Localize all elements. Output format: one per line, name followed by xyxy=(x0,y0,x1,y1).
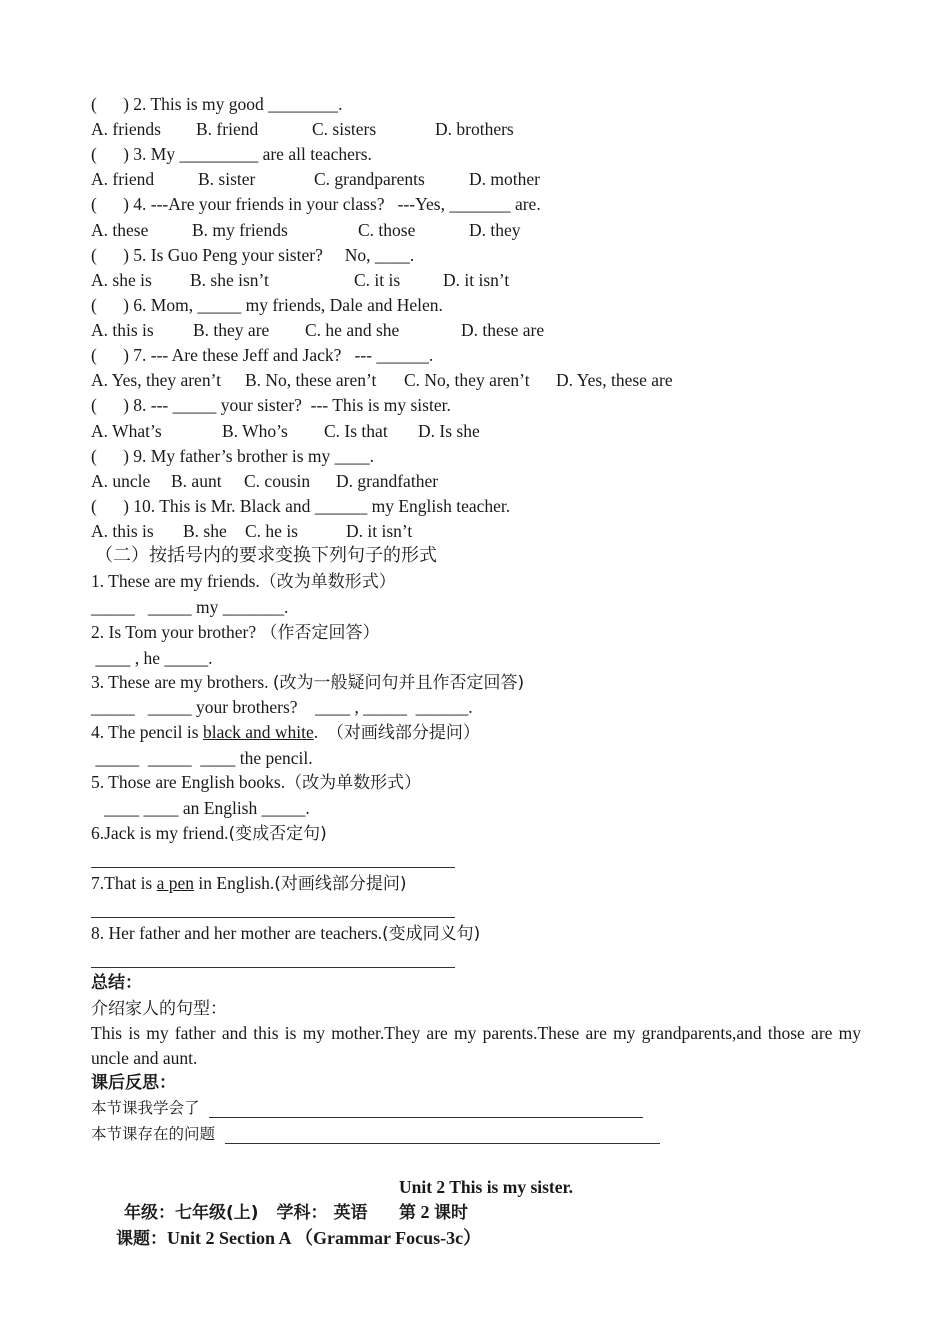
answer-line xyxy=(91,917,455,918)
option-a: A. these xyxy=(91,220,149,240)
reflection-problems-label: 本节课存在的问题 xyxy=(91,1125,216,1143)
subject-label: 学科： 英语 xyxy=(276,1203,368,1223)
answer-blank: _____ _____ ____ the pencil. xyxy=(91,748,313,768)
option-c: C. grandparents xyxy=(314,169,425,189)
question-6: ( ) 6. Mom, _____ my friends, Dale and Helen. xyxy=(91,295,443,315)
underlined-phrase: black and white xyxy=(202,722,314,742)
transform-item-5: 5. Those are English books.（改为单数形式） xyxy=(91,772,422,793)
question-8: ( ) 8. --- _____ your sister? --- This is my sister. xyxy=(91,395,451,415)
option-b: B. she isn’t xyxy=(190,270,269,290)
answer-blank: _____ _____ my _______. xyxy=(91,597,289,617)
option-d: D. grandfather xyxy=(336,471,439,491)
option-c: C. he and she xyxy=(305,320,400,340)
unit-title: Unit 2 This is my sister. xyxy=(399,1177,574,1197)
option-b: B. my friends xyxy=(192,220,288,240)
option-b: B. Who’s xyxy=(222,421,288,441)
option-c: C. he is xyxy=(245,521,298,541)
option-d: D. they xyxy=(469,220,521,240)
summary-text: This is my father and this is my mother.They are my parents.These are my grandparents,and those are my uncle and aunt. xyxy=(91,1023,861,1068)
option-a: A. this is xyxy=(91,320,154,340)
transform-item-3: 3. These are my brothers. (改为一般疑问句并且作否定回答) xyxy=(91,672,525,693)
option-d: D. mother xyxy=(469,169,540,189)
reflection-learned-label: 本节课我学会了 xyxy=(91,1099,200,1117)
option-b: B. aunt xyxy=(171,471,222,491)
option-c: C. sisters xyxy=(312,119,377,139)
option-c: C. cousin xyxy=(244,471,311,491)
reflection-heading: 课后反思： xyxy=(91,1073,176,1093)
option-a: A. uncle xyxy=(91,471,151,491)
question-9: ( ) 9. My father’s brother is my ____. xyxy=(91,446,375,466)
reflection-problems-line xyxy=(225,1143,660,1144)
question-5: ( ) 5. Is Guo Peng your sister? No, ____. xyxy=(91,245,415,265)
option-d: D. brothers xyxy=(435,119,514,139)
option-b: B. sister xyxy=(198,169,256,189)
question-10: ( ) 10. This is Mr. Black and ______ my English teacher. xyxy=(91,496,511,516)
reflection-learned-line xyxy=(209,1117,643,1118)
option-a: A. this is xyxy=(91,521,154,541)
transform-item-7: 7.That is a pen in English.(对画线部分提问) xyxy=(91,873,407,894)
transform-item-6: 6.Jack is my friend.(变成否定句) xyxy=(91,823,327,844)
option-d: D. it isn’t xyxy=(443,270,510,290)
option-d: D. Yes, these are xyxy=(556,370,673,390)
question-4: ( ) 4. ---Are your friends in your class? ---Yes, _______ are. xyxy=(91,194,541,214)
underlined-phrase: a pen xyxy=(156,873,195,893)
section-heading: （二）按括号内的要求变换下列句子的形式 xyxy=(95,545,437,566)
lesson-info: 年级：七年级(上) 学科： 英语 第 2 课时 xyxy=(124,1202,468,1223)
answer-blank: ____ ____ an English _____. xyxy=(91,798,310,818)
transform-item-4: 4. The pencil is black and white. （对画线部分提问） xyxy=(91,722,480,743)
option-d: D. these are xyxy=(461,320,545,340)
transform-item-8: 8. Her father and her mother are teachers.(变成同义句) xyxy=(91,923,481,944)
question-2: ( ) 2. This is my good ________. xyxy=(91,94,343,114)
option-c: C. those xyxy=(358,220,416,240)
option-b: B. friend xyxy=(196,119,259,139)
option-a: A. friend xyxy=(91,169,155,189)
option-d: D. Is she xyxy=(418,421,480,441)
option-a: A. friends xyxy=(91,119,161,139)
option-b: B. No, these aren’t xyxy=(245,370,377,390)
answer-line xyxy=(91,967,455,968)
option-a: A. Yes, they aren’t xyxy=(91,370,221,390)
option-a: A. she is xyxy=(91,270,152,290)
lesson-topic: 课题：Unit 2 Section A （Grammar Focus-3c） xyxy=(116,1228,482,1249)
answer-blank: _____ _____ your brothers? ____ , _____ ______. xyxy=(91,697,473,717)
transform-item-1: 1. These are my friends.（改为单数形式） xyxy=(91,571,396,592)
question-3: ( ) 3. My _________ are all teachers. xyxy=(91,144,372,164)
option-d: D. it isn’t xyxy=(346,521,413,541)
option-c: C. Is that xyxy=(324,421,388,441)
option-c: C. No, they aren’t xyxy=(404,370,530,390)
option-a: A. What’s xyxy=(91,421,162,441)
answer-line xyxy=(91,867,455,868)
answer-blank: ____ , he _____. xyxy=(91,648,213,668)
option-b: B. they are xyxy=(193,320,270,340)
question-7: ( ) 7. --- Are these Jeff and Jack? --- ______. xyxy=(91,345,434,365)
option-b: B. she xyxy=(183,521,227,541)
transform-item-2: 2. Is Tom your brother? （作否定回答） xyxy=(91,622,380,643)
summary-subheading: 介绍家人的句型： xyxy=(91,999,227,1019)
summary-heading: 总结： xyxy=(91,973,142,993)
grade-label: 年级：七年级(上) xyxy=(124,1203,259,1223)
option-c: C. it is xyxy=(354,270,401,290)
